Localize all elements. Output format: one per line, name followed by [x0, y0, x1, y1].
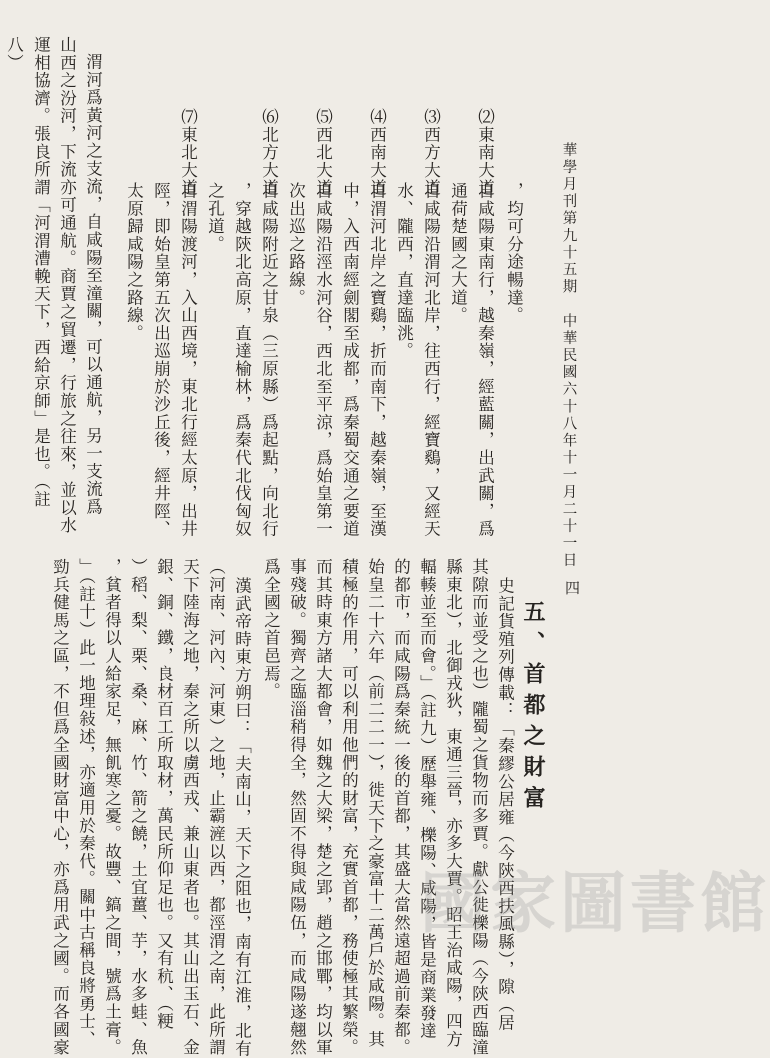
subsection-heading: ⑵東南大道 [475, 108, 495, 197]
text-column: 的都市，而咸陽爲秦統一後的首都，其盛大當然遠超過前秦都。 [391, 558, 411, 1057]
text-column: 」（註十）此一地理敍述，亦適用於秦代。關中古稱良將勇士、 [76, 558, 96, 1049]
text-column: 之孔道。 [205, 182, 225, 254]
page-number: 四 [563, 580, 581, 597]
section-title: 五、首都之財富 [520, 600, 546, 817]
text-column: 縣東北），北御戎狄，東通三晉，亦多大賈。昭王治咸陽，四方 [443, 558, 463, 1049]
journal-header: 華學月刊第九十五期 中華民國六十八年十一月二十一日 [560, 142, 577, 570]
text-column: 自咸陽東南行，越秦嶺，經藍關，出武關，爲 [475, 182, 495, 538]
text-column: 中，入西南經劍閣至成都，爲秦蜀交通之要道 [340, 182, 360, 538]
text-column: （河南、河內、河東）之地，止霸滻以西，都涇渭之南，此所謂 [206, 558, 226, 1057]
text-column: 輻輳並至而會。」（註九）歷舉雍、櫟陽、咸陽，皆是商業發達 [417, 558, 437, 1040]
text-column: 漢武帝時東方朔曰：「夫南山，天下之阻也，南有江淮，北有 [232, 577, 252, 1058]
text-column: 自咸陽沿涇水河谷，西北至平涼，爲始皇第一 [313, 182, 333, 538]
text-column: 始皇二十六年（前二二一），徙天下之豪富十二萬戶於咸陽。其 [365, 558, 385, 1049]
text-column: ，貧者得以人給家足，無飢寒之憂。故豐、鎬之間，號爲土膏。 [102, 558, 122, 1057]
subsection-heading: ⑺東北大道 [178, 108, 198, 197]
text-column: 次出巡之路線。 [286, 182, 306, 307]
subsection-heading: ⑹北方大道 [259, 108, 279, 197]
text-column: 運相協濟。張良所謂「河渭漕輓天下，西給京師」是也。（註 [31, 36, 51, 509]
text-column: 事殘破。獨齊之臨淄稍得全，然固不得與咸陽伍，而咸陽遂翹然 [287, 558, 307, 1057]
text-column: 銀、銅、鐵，良材百工所取材，萬民所仰足也。又有秔、（粳 [154, 558, 174, 1031]
text-column: 史記貨殖列傳載：「秦繆公居雍（今陝西扶風縣），隙（居 [495, 577, 515, 1032]
text-column: 山西之汾河，下流亦可通航。商賈之貿遷，行旅之往來，並以水 [57, 36, 77, 535]
text-column: 天下陸海之地，秦之所以虜西戎、兼山東者也。其山出玉石、金 [180, 558, 200, 1057]
subsection-heading: ⑷西南大道 [367, 108, 387, 197]
text-column: 爲全國之首邑焉。 [261, 558, 281, 701]
text-column: 水、隴西，直達臨洮。 [394, 182, 414, 360]
text-column: 自咸陽沿渭河北岸，往西行，經寶鷄，又經天 [421, 182, 441, 538]
text-column: 勁兵健馬之區，不但爲全國財富中心，亦爲用武之國。而各國豪 [50, 558, 70, 1057]
subsection-heading: ⑸西北大道 [313, 108, 333, 197]
text-column: 自咸陽附近之甘泉（三原縣）爲起點，向北行 [259, 182, 279, 538]
text-column: ）稻、梨、栗、桑、麻、竹、箭之饒，土宜薑、芋，水多蛙、魚 [128, 558, 148, 1057]
text-column: 自渭河北岸之寶鷄，折而南下，越秦嶺，至漢 [367, 182, 387, 538]
text-column: 積極的作用，可以利用他們的財富，充實首都，務使極其繁榮。 [339, 558, 359, 1057]
text-column: 通荷楚國之大道。 [448, 182, 468, 325]
text-column: 而其時東方諸大都會，如魏之大梁，楚之郢，趙之邯鄲，均以軍 [313, 558, 333, 1057]
text-column: ，均可分途暢達。 [504, 182, 524, 325]
text-column: 陘，即始皇第五次出巡崩於沙丘後，經井陘、 [151, 182, 171, 538]
text-column: 八） [4, 36, 24, 72]
text-column: ，穿越陝北高原，直達榆林，爲秦代北伐匈奴 [232, 182, 252, 538]
text-column: 渭河爲黃河之支流，自咸陽至潼關，可以通航，另一支流爲 [83, 53, 103, 516]
text-column: 其隙而並受之也）隴蜀之貨物而多賈。獻公徙櫟陽（今陝西臨潼 [469, 558, 489, 1057]
library-watermark: 國家圖書館 [420, 864, 770, 942]
text-column: 自渭陽渡河，入山西境，東北行經太原，出井 [178, 182, 198, 538]
text-column: 太原歸咸陽之路線。 [124, 182, 144, 343]
subsection-heading: ⑶西方大道 [421, 108, 441, 197]
